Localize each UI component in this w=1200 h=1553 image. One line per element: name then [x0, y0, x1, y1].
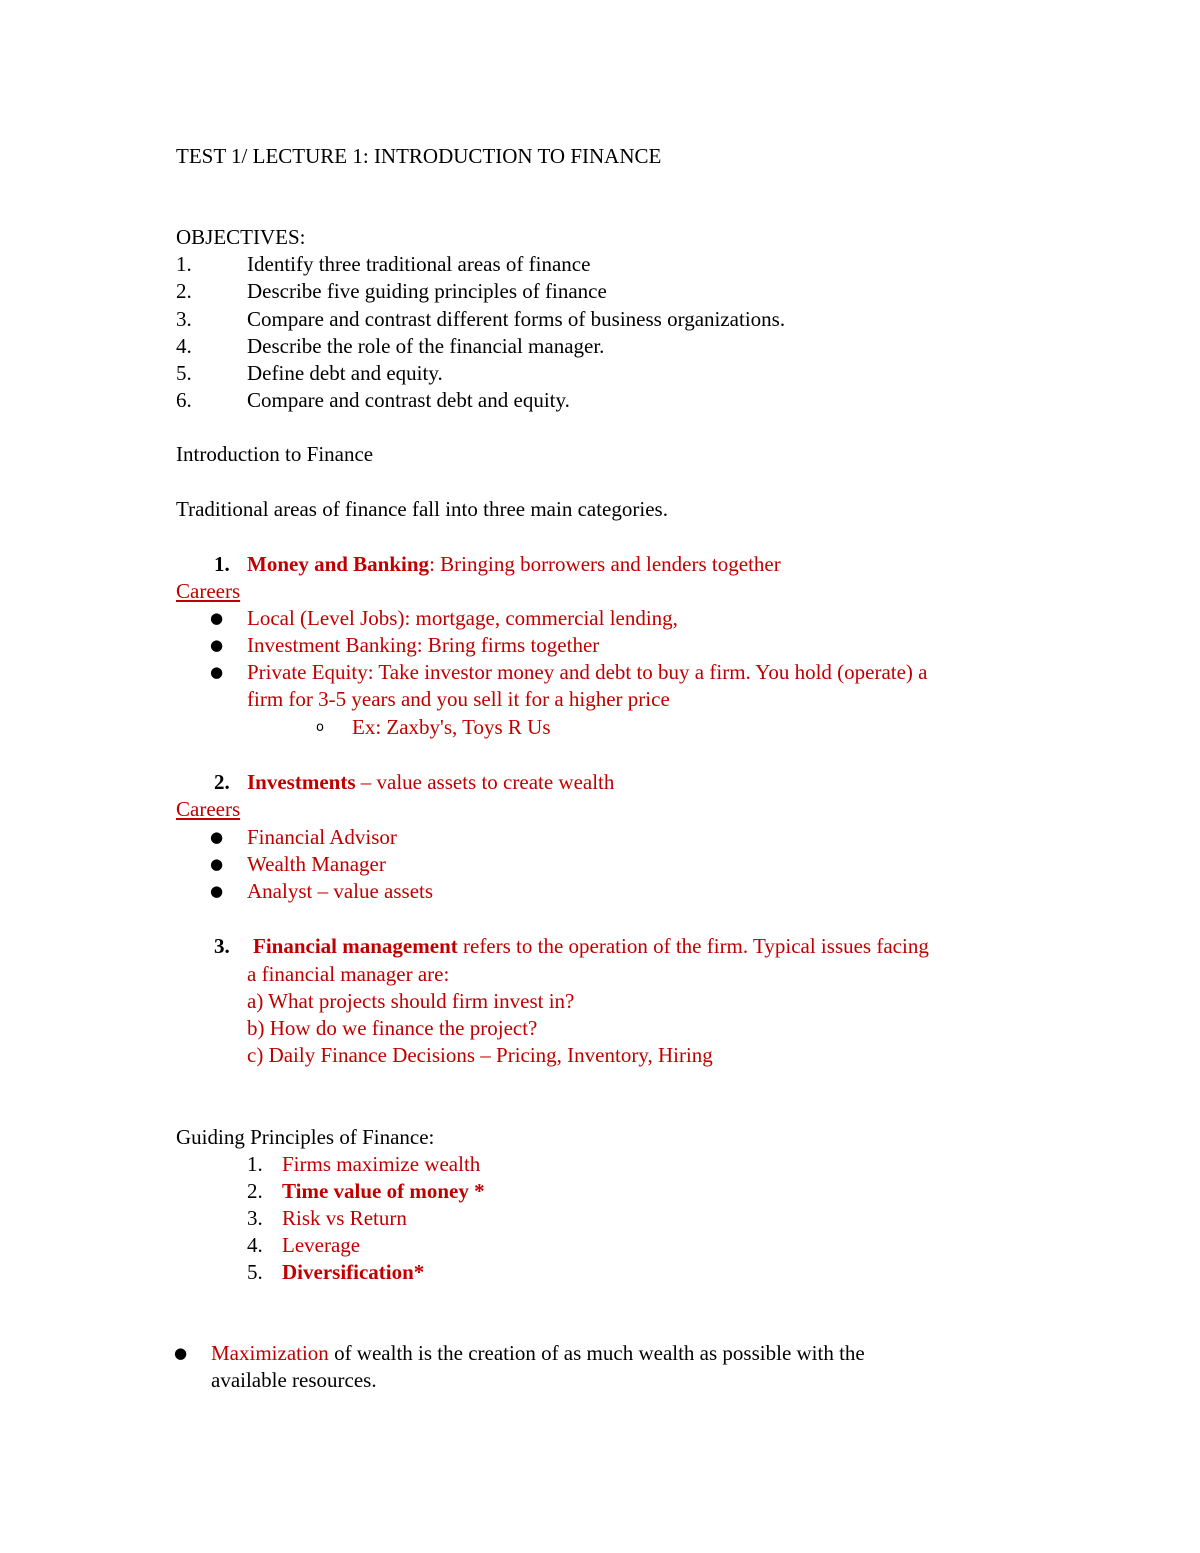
area-description: refers to the operation of the firm. Typical issues facing [457, 934, 929, 958]
issue-item: b) How do we finance the project? [247, 1016, 538, 1040]
career-item: Financial Advisor [247, 825, 397, 849]
careers-label: Careers [176, 797, 241, 821]
bullet-marker: ● [174, 1344, 188, 1362]
objective-item: Define debt and equity. [247, 361, 443, 385]
principle-item: Risk vs Return [282, 1206, 407, 1230]
career-item: Wealth Manager [247, 852, 386, 876]
area-description: : Bringing borrowers and lenders together [429, 552, 781, 576]
objective-number: 4. [176, 334, 192, 358]
principle-number: 4. [247, 1233, 263, 1257]
objective-number: 3. [176, 307, 192, 331]
principle-number: 5. [247, 1260, 263, 1284]
principle-number: 2. [247, 1179, 263, 1203]
intro-sentence: Traditional areas of finance fall into three main categories. [176, 497, 668, 521]
page-title: TEST 1/ LECTURE 1: INTRODUCTION TO FINANCE [176, 144, 662, 168]
principle-number: 3. [247, 1206, 263, 1230]
objectives-heading: OBJECTIVES: [176, 225, 306, 249]
principle-item: Time value of money * [282, 1179, 485, 1203]
principle-number: 1. [247, 1152, 263, 1176]
objective-item: Describe five guiding principles of finance [247, 279, 607, 303]
maximization-continuation: available resources. [211, 1368, 377, 1392]
area-number: 1. [214, 552, 230, 576]
area-heading-money-banking [247, 551, 781, 578]
issue-item: c) Daily Finance Decisions – Pricing, Inventory, Hiring [247, 1043, 713, 1067]
principle-item: Firms maximize wealth [282, 1152, 481, 1176]
career-item-continuation: firm for 3-5 years and you sell it for a higher price [247, 687, 670, 711]
bullet-marker: ● [210, 882, 224, 900]
objective-number: 1. [176, 252, 192, 276]
area-text-line: a financial manager are: [247, 962, 450, 986]
area-number: 3. [214, 934, 230, 958]
principles-heading: Guiding Principles of Finance: [176, 1125, 435, 1149]
area-term: Financial management [253, 934, 458, 958]
maximization-term: Maximization [211, 1341, 329, 1365]
career-item: Local (Level Jobs): mortgage, commercial lending, [247, 606, 678, 630]
bullet-marker: ● [210, 609, 224, 627]
objective-item: Compare and contrast debt and equity. [247, 388, 570, 412]
objective-number: 5. [176, 361, 192, 385]
area-heading-investments [247, 769, 614, 796]
intro-heading: Introduction to Finance [176, 442, 374, 466]
area-description: – value assets to create wealth [355, 770, 615, 794]
maximization-paragraph [211, 1340, 865, 1367]
careers-label: Careers [176, 579, 241, 603]
bullet-marker: ● [210, 636, 224, 654]
bullet-marker: ● [210, 828, 224, 846]
objective-item: Compare and contrast different forms of business organizations. [247, 307, 786, 331]
example-item: Ex: Zaxby's, Toys R Us [352, 715, 551, 739]
career-item: Analyst – value assets [247, 879, 434, 903]
objective-number: 2. [176, 279, 192, 303]
maximization-text: of wealth is the creation of as much wealth as possible with the [328, 1341, 865, 1365]
bullet-marker: ● [210, 855, 224, 873]
area-term: Money and Banking [247, 552, 430, 576]
area-heading-financial-management [253, 933, 929, 960]
principle-item: Diversification* [282, 1260, 425, 1284]
career-item: Investment Banking: Bring firms together [247, 633, 600, 657]
principle-item: Leverage [282, 1233, 361, 1257]
objective-item: Identify three traditional areas of finance [247, 252, 591, 276]
sub-bullet-marker: o [316, 720, 324, 735]
issue-item: a) What projects should firm invest in? [247, 989, 575, 1013]
objective-item: Describe the role of the financial manager. [247, 334, 605, 358]
bullet-marker: ● [210, 663, 224, 681]
objective-number: 6. [176, 388, 192, 412]
area-term: Investments [247, 770, 356, 794]
career-item: Private Equity: Take investor money and debt to buy a firm. You hold (operate) a [247, 660, 928, 684]
area-number: 2. [214, 770, 230, 794]
